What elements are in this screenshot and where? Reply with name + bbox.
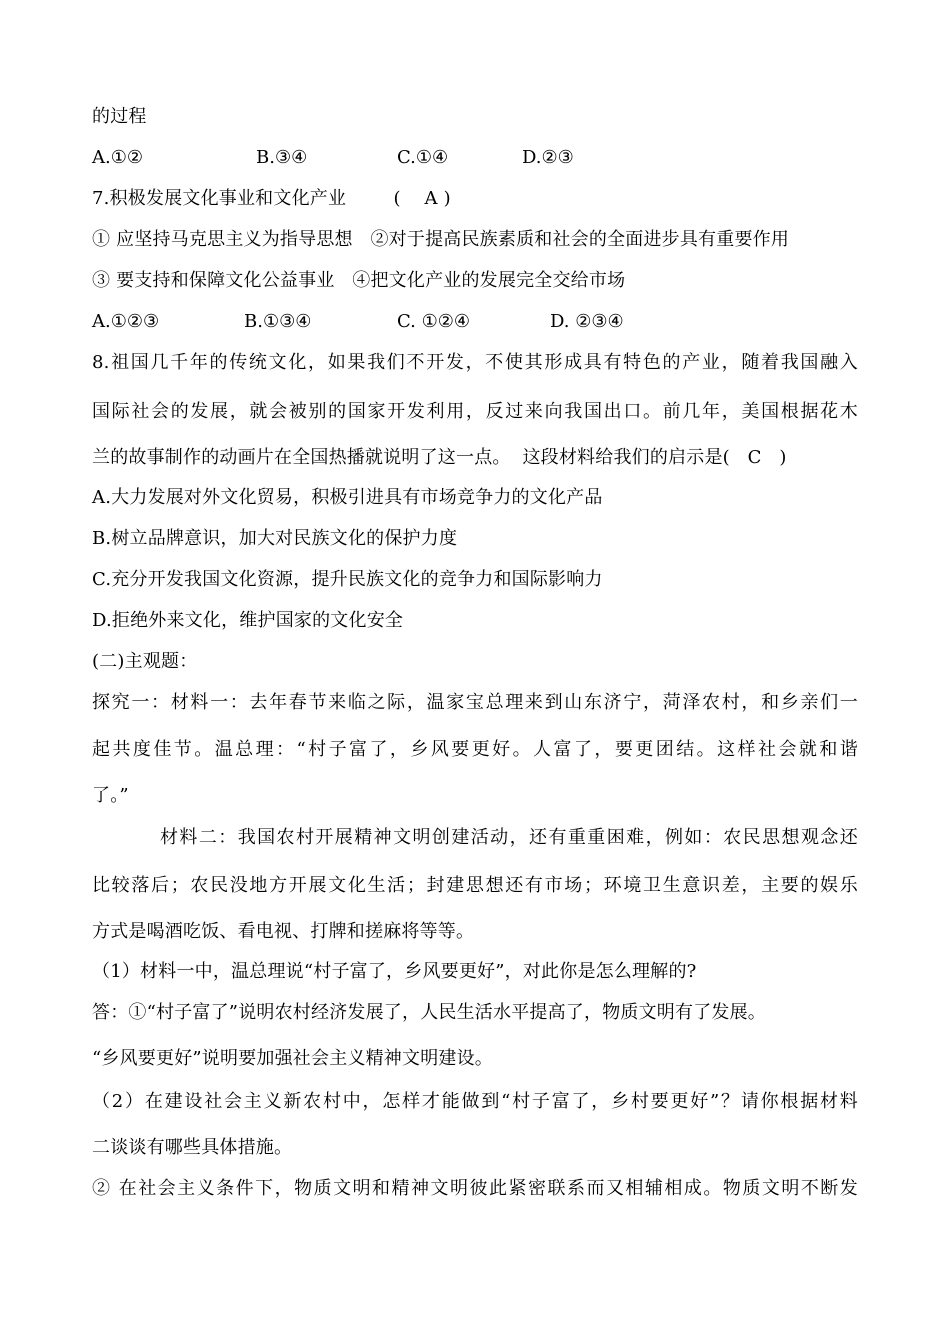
material-1-line-1: 探究一：材料一：去年春节来临之际，温家宝总理来到山东济宁，菏泽农村，和乡亲们一	[92, 692, 858, 713]
q7-option-d: D. ②③④	[550, 311, 624, 332]
q7-option-c: C. ①②④	[397, 311, 470, 332]
q7-option-a: A.①②③	[92, 311, 160, 332]
question-1: （1）材料一中，温总理说“村子富了，乡风要更好”，对此你是怎么理解的?	[92, 961, 697, 982]
q6-option-c: C.①④	[397, 147, 449, 168]
q8-stem-line-3: 兰的故事制作的动画片在全国热播就说明了这一点。 这段材料给我们的启示是( C )	[92, 447, 787, 468]
q7-items-2: ③ 要支持和保障文化公益事业 ④把文化产业的发展完全交给市场	[92, 270, 626, 291]
q8-option-c: C.充分开发我国文化资源，提升民族文化的竞争力和国际影响力	[92, 569, 603, 590]
answer-1-line-2: “乡风要更好”说明要加强社会主义精神文明建设。	[92, 1048, 494, 1069]
q8-option-d: D.拒绝外来文化，维护国家的文化安全	[92, 610, 404, 631]
section-heading: (二)主观题：	[92, 651, 198, 672]
q8-option-b: B.树立品牌意识，加大对民族文化的保护力度	[92, 528, 458, 549]
question-2-line-1: （2）在建设社会主义新农村中，怎样才能做到“村子富了，乡村要更好”？请你根据材料	[92, 1091, 858, 1112]
q6-option-b: B.③④	[256, 147, 308, 168]
question-2-line-2: 二谈谈有哪些具体措施。	[92, 1137, 293, 1158]
q7-stem: 7.积极发展文化事业和文化产业 ( A )	[92, 188, 451, 209]
q7-option-b: B.①③④	[244, 311, 312, 332]
answer-1-line-1: 答：①“村子富了”说明农村经济发展了，人民生活水平提高了，物质文明有了发展。	[92, 1002, 767, 1023]
material-2-line-2: 比较落后；农民没地方开展文化生活；封建思想还有市场；环境卫生意识差，主要的娱乐	[92, 875, 858, 896]
q8-stem-line-2: 国际社会的发展，就会被别的国家开发利用，反过来向我国出口。前几年，美国根据花木	[92, 401, 858, 422]
q6-option-d: D.②③	[522, 147, 574, 168]
answer-2-line-1: ② 在社会主义条件下，物质文明和精神文明彼此紧密联系而又相辅相成。物质文明不断发	[92, 1178, 858, 1199]
q8-stem-line-1: 8.祖国几千年的传统文化，如果我们不开发，不使其形成具有特色的产业，随着我国融入	[92, 352, 858, 373]
material-1-line-3: 了。”	[92, 785, 129, 806]
continuation-text: 的过程	[92, 106, 147, 127]
material-2-line-1: 材料二：我国农村开展精神文明创建活动，还有重重困难，例如：农民思想观念还	[160, 827, 858, 848]
q6-option-a: A.①②	[92, 147, 143, 168]
q7-items-1: ① 应坚持马克思主义为指导思想 ②对于提高民族素质和社会的全面进步具有重要作用	[92, 229, 790, 250]
material-1-line-2: 起共度佳节。温总理：“村子富了，乡风要更好。人富了，要更团结。这样社会就和谐	[92, 739, 858, 760]
material-2-line-3: 方式是喝酒吃饭、看电视、打牌和搓麻将等等。	[92, 921, 475, 942]
q8-option-a: A.大力发展对外文化贸易，积极引进具有市场竞争力的文化产品	[92, 487, 603, 508]
